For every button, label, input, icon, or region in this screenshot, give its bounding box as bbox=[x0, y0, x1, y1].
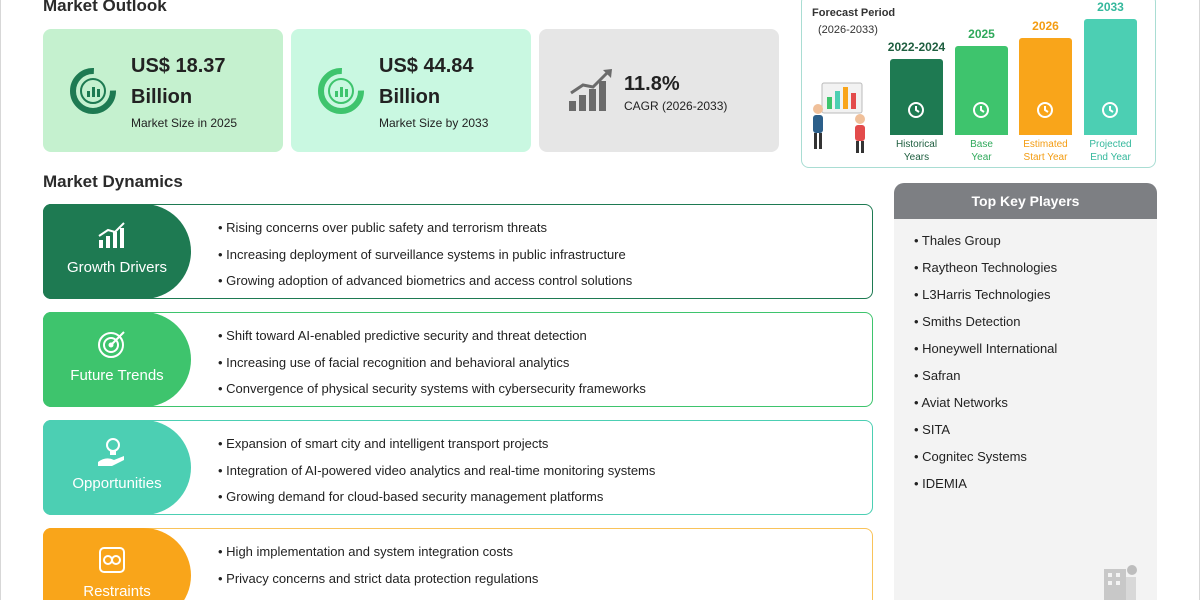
estimated-start-year-bar bbox=[1019, 38, 1072, 135]
list-item: • Safran bbox=[914, 368, 961, 383]
estimated-start-year-caption bbox=[1009, 138, 1082, 164]
forecast-period-range: (2026-2033) bbox=[818, 24, 878, 36]
list-item: • Rising concerns over public safety and terrorism threats bbox=[218, 220, 547, 235]
restraint-shield-icon bbox=[96, 544, 128, 576]
list-item: • High implementation and system integration costs bbox=[218, 544, 514, 559]
market-size-2025-value: US$ 18.37 bbox=[131, 55, 226, 77]
opportunities-row bbox=[43, 420, 873, 515]
growth-drivers-points bbox=[218, 220, 632, 300]
caption-line: Projected bbox=[1089, 139, 1132, 150]
market-size-2033-value: US$ 44.84 bbox=[379, 55, 474, 77]
growth-bar-chart-icon bbox=[567, 67, 615, 115]
opportunities-points bbox=[218, 436, 655, 516]
base-year-year-label: 2025 bbox=[968, 27, 995, 41]
target-icon bbox=[96, 328, 128, 360]
list-item: • Increasing use of facial recognition and behavioral analytics bbox=[218, 354, 570, 370]
market-outlook-title: Market Outlook bbox=[43, 0, 167, 15]
list-item: • Shift toward AI-enabled predictive security and threat detection bbox=[218, 328, 587, 343]
lightbulb-hand-icon bbox=[96, 436, 128, 468]
list-item: • Growing adoption of advanced biometrics and access control solutions bbox=[218, 273, 633, 288]
cagr-caption: CAGR (2026-2033) bbox=[624, 99, 728, 113]
market-size-2033-unit: Billion bbox=[379, 86, 441, 108]
list-item: • Convergence of physical security systems with cybersecurity frameworks bbox=[218, 381, 646, 396]
market-size-2033-card bbox=[291, 29, 531, 152]
caption-line: Start Year bbox=[1023, 152, 1068, 163]
caption-line: End Year bbox=[1090, 152, 1131, 163]
donut-chart-icon bbox=[317, 67, 365, 115]
historical-years-bar bbox=[890, 59, 943, 135]
list-item: • SITA bbox=[914, 422, 951, 437]
future-trends-points bbox=[218, 328, 646, 408]
future-trends-row bbox=[43, 312, 873, 407]
list-item: • IDEMIA bbox=[914, 476, 967, 491]
list-item: • Thales Group bbox=[914, 233, 1001, 248]
key-players-title: Top Key Players bbox=[894, 183, 1157, 219]
list-item: • Integration of AI-powered video analytics and real-time monitoring systems bbox=[218, 462, 656, 478]
list-item: • Smiths Detection bbox=[914, 314, 1021, 329]
presentation-icon bbox=[1101, 101, 1119, 119]
list-item: • Cognitec Systems bbox=[914, 449, 1027, 464]
list-item: • Increasing deployment of surveillance systems in public infrastructure bbox=[218, 246, 626, 262]
historical-years-caption bbox=[880, 138, 953, 164]
market-size-2033-caption: Market Size by 2033 bbox=[379, 116, 489, 130]
list-item: • Raytheon Technologies bbox=[914, 260, 1058, 275]
cagr-value: 11.8% bbox=[624, 73, 680, 95]
market-size-2025-unit: Billion bbox=[131, 86, 193, 108]
estimated-start-year-year-label: 2026 bbox=[1032, 19, 1059, 33]
projected-end-year-bar bbox=[1084, 19, 1137, 135]
base-year-bar bbox=[955, 46, 1008, 135]
growth-drivers-tag bbox=[43, 204, 191, 299]
key-players-panel bbox=[894, 183, 1157, 600]
forecast-period-label: Forecast Period bbox=[812, 7, 896, 19]
caption-line: Estimated bbox=[1023, 139, 1068, 150]
forecast-period-panel bbox=[801, 0, 1156, 168]
list-item: • Aviat Networks bbox=[914, 395, 1008, 410]
caption-line: Year bbox=[971, 152, 992, 163]
list-item: • Expansion of smart city and intelligent transport projects bbox=[218, 436, 549, 451]
restraints-label: Restraints bbox=[83, 583, 151, 600]
cagr-card bbox=[539, 29, 779, 152]
growth-drivers-row bbox=[43, 204, 873, 299]
list-item: • L3Harris Technologies bbox=[914, 287, 1051, 302]
caption-line: Historical bbox=[895, 139, 938, 150]
opportunities-tag bbox=[43, 420, 191, 515]
projected-end-year-caption bbox=[1074, 138, 1147, 164]
building-info-icon bbox=[1100, 563, 1140, 600]
growth-drivers-label: Growth Drivers bbox=[66, 259, 167, 276]
restraints-points bbox=[218, 544, 538, 597]
list-item: • Growing demand for cloud-based security management platforms bbox=[218, 489, 604, 504]
gears-icon bbox=[1036, 101, 1054, 119]
restraints-row bbox=[43, 528, 873, 600]
calendar-icon bbox=[972, 101, 990, 119]
rising-bars-icon bbox=[96, 220, 128, 252]
future-trends-tag bbox=[43, 312, 191, 407]
base-year-caption bbox=[945, 138, 1018, 164]
restraints-tag bbox=[43, 528, 191, 600]
team-illustration-icon bbox=[808, 79, 872, 155]
caption-line: Base bbox=[970, 139, 993, 150]
market-size-2025-caption: Market Size in 2025 bbox=[131, 116, 238, 130]
opportunities-label: Opportunities bbox=[72, 475, 162, 492]
market-size-2025-card bbox=[43, 29, 283, 152]
historical-years-year-label: 2022-2024 bbox=[887, 40, 946, 54]
history-icon bbox=[907, 101, 925, 119]
future-trends-label: Future Trends bbox=[70, 367, 164, 384]
caption-line: Years bbox=[903, 152, 930, 163]
donut-chart-icon bbox=[69, 67, 117, 115]
market-dynamics-title: Market Dynamics bbox=[43, 172, 183, 191]
projected-end-year-year-label: 2033 bbox=[1097, 0, 1124, 14]
list-item: • Honeywell International bbox=[914, 341, 1058, 356]
key-players-list bbox=[914, 233, 1057, 503]
list-item: • Privacy concerns and strict data protection regulations bbox=[218, 570, 539, 586]
